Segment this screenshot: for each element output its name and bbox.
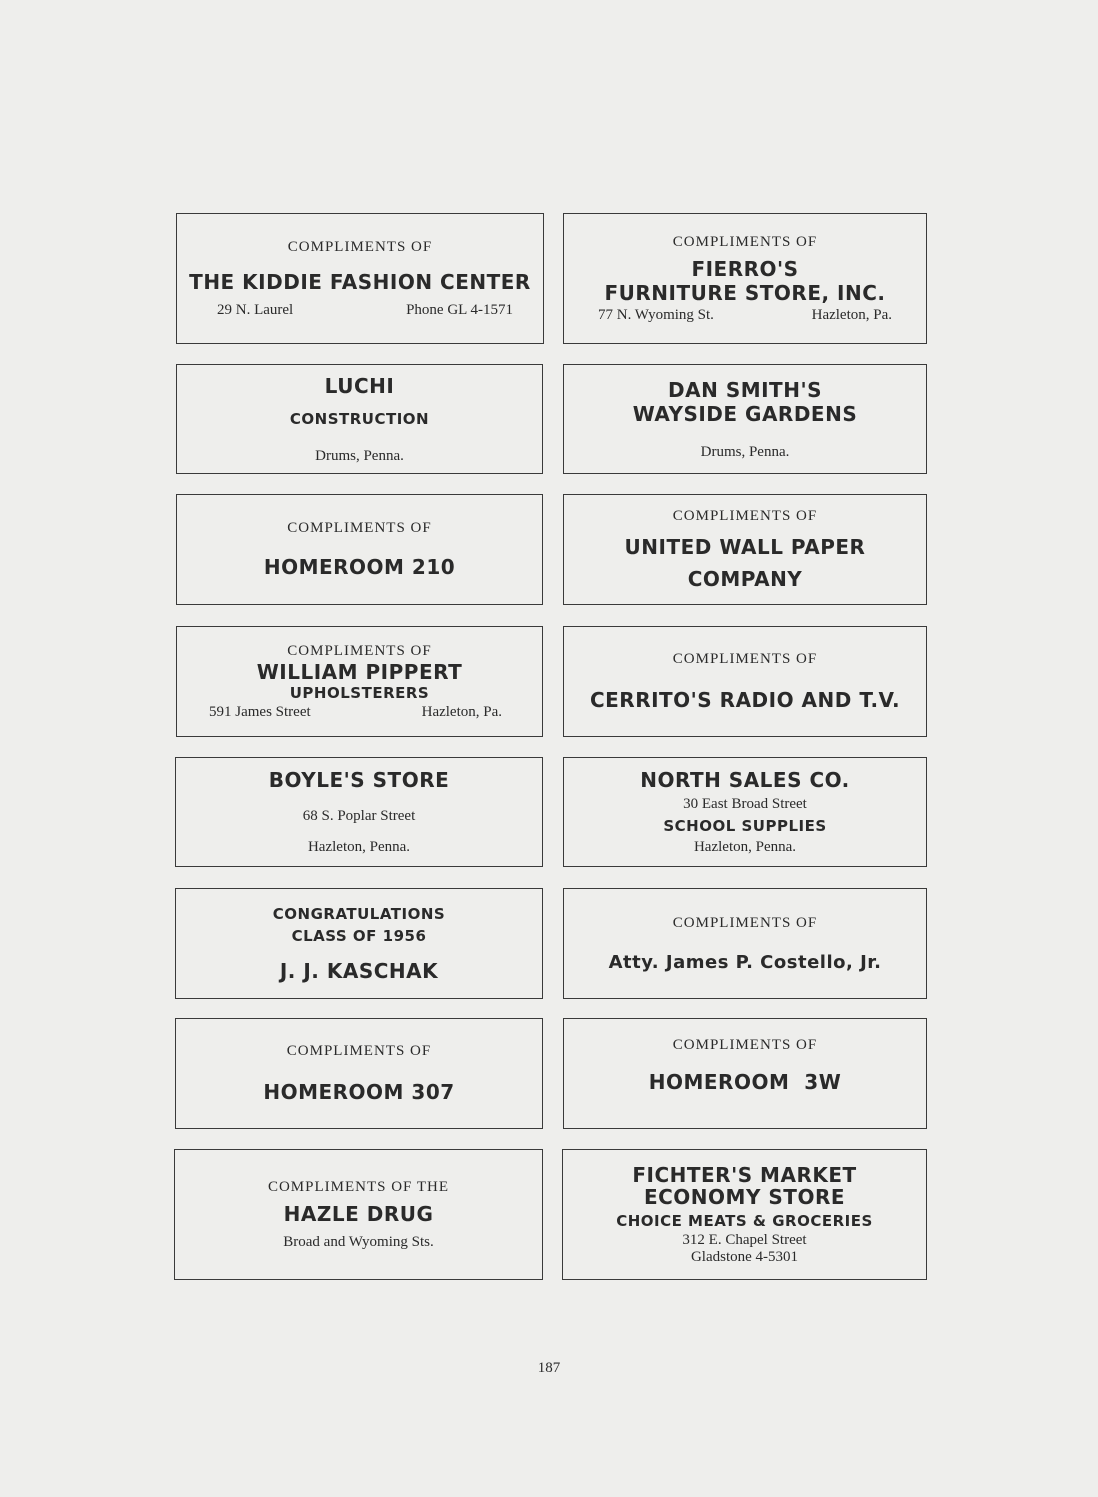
ad-homeroom-307 [175,1018,543,1129]
ad-phone: Phone GL 4-1571 [406,301,513,318]
ad-city: Drums, Penna. [700,443,790,460]
ad-fierros-furniture [563,213,927,344]
ad-business-name: J. J. KASCHAK [279,958,439,983]
ad-address: 29 N. Laurel [217,301,294,318]
ad-business-name: FICHTER'S MARKET [632,1162,857,1187]
ad-business-name: HAZLE DRUG [283,1201,434,1226]
ad-subtitle: UPHOLSTERERS [289,683,430,702]
ad-line: COMPLIMENTS OF [287,520,432,536]
ad-hazle-drug [174,1149,543,1280]
ad-north-sales-co [563,757,927,867]
ad-fichters-market [562,1149,927,1280]
ad-business-name: HOMEROOM 307 [263,1080,455,1104]
ad-business-name: FIERRO'S [691,256,799,281]
ad-business-name: FURNITURE STORE, INC. [604,280,886,305]
ad-business-name: NORTH SALES CO. [640,768,850,792]
ad-business-name: WAYSIDE GARDENS [632,401,858,426]
ad-costello [563,888,927,999]
page-number: 187 [537,1360,561,1376]
ad-kiddie-fashion-center [176,213,544,344]
ad-city: Hazleton, Penna. [693,839,797,855]
ad-address: 68 S. Poplar Street [302,808,416,824]
ad-kaschak [175,888,543,999]
ad-line: COMPLIMENTS OF [672,651,818,667]
ad-subtitle: CONSTRUCTION [289,409,430,428]
ad-city: Hazleton, Pa. [421,703,502,720]
ad-homeroom-3w [563,1018,927,1129]
ad-line: COMPLIMENTS OF [672,508,818,524]
ad-line: CONGRATULATIONS [272,904,446,923]
ad-subtitle: CHOICE MEATS & GROCERIES [616,1211,873,1230]
ad-business-name: HOMEROOM 210 [263,555,456,579]
ad-homeroom-210 [176,494,543,605]
ad-line: COMPLIMENTS OF [672,1037,818,1053]
ad-luchi-construction [176,364,543,474]
ad-united-wall-paper [563,494,927,605]
ad-city: Hazleton, Pa. [811,306,892,323]
ad-william-pippert [176,626,543,737]
ad-business-name: Atty. James P. Costello, Jr. [608,951,882,973]
ad-subtitle: SCHOOL SUPPLIES [663,817,827,835]
ad-business-name: LUCHI [324,373,395,398]
ad-city: Drums, Penna. [315,447,404,464]
ad-business-name: HOMEROOM 3W [648,1070,842,1094]
ad-phone: Gladstone 4-5301 [690,1248,799,1265]
ad-dan-smiths-wayside-gardens [563,364,927,474]
ad-address: 312 E. Chapel Street [682,1231,807,1248]
ad-line: COMPLIMENTS OF [672,233,818,250]
ad-line: COMPLIMENTS OF THE [267,1178,450,1195]
ad-line: CLASS OF 1956 [291,926,427,945]
ad-address: Broad and Wyoming Sts. [283,1233,434,1250]
ad-business-name: UNITED WALL PAPER [624,535,866,559]
ad-address: 30 East Broad Street [683,796,807,812]
ad-cerritos-radio-tv [563,626,927,737]
ad-line: COMPLIMENTS OF [287,642,432,659]
ad-business-name: DAN SMITH'S [668,377,822,402]
ad-line: COMPLIMENTS OF [287,238,433,255]
ad-line: COMPLIMENTS OF [672,914,818,931]
ad-business-name: COMPANY [687,567,803,591]
ad-business-name: THE KIDDIE FASHION CENTER [189,269,531,294]
ad-address: 77 N. Wyoming St. [598,306,714,323]
ad-address: 591 James Street [209,703,311,720]
ad-line: COMPLIMENTS OF [286,1043,432,1059]
ad-business-name: BOYLE'S STORE [268,768,450,792]
ad-business-name: WILLIAM PIPPERT [256,659,463,684]
ad-business-name: ECONOMY STORE [643,1184,846,1209]
ad-business-name: CERRITO'S RADIO AND T.V. [589,688,901,712]
ad-city: Hazleton, Penna. [307,839,411,855]
ad-boyles-store [175,757,543,867]
